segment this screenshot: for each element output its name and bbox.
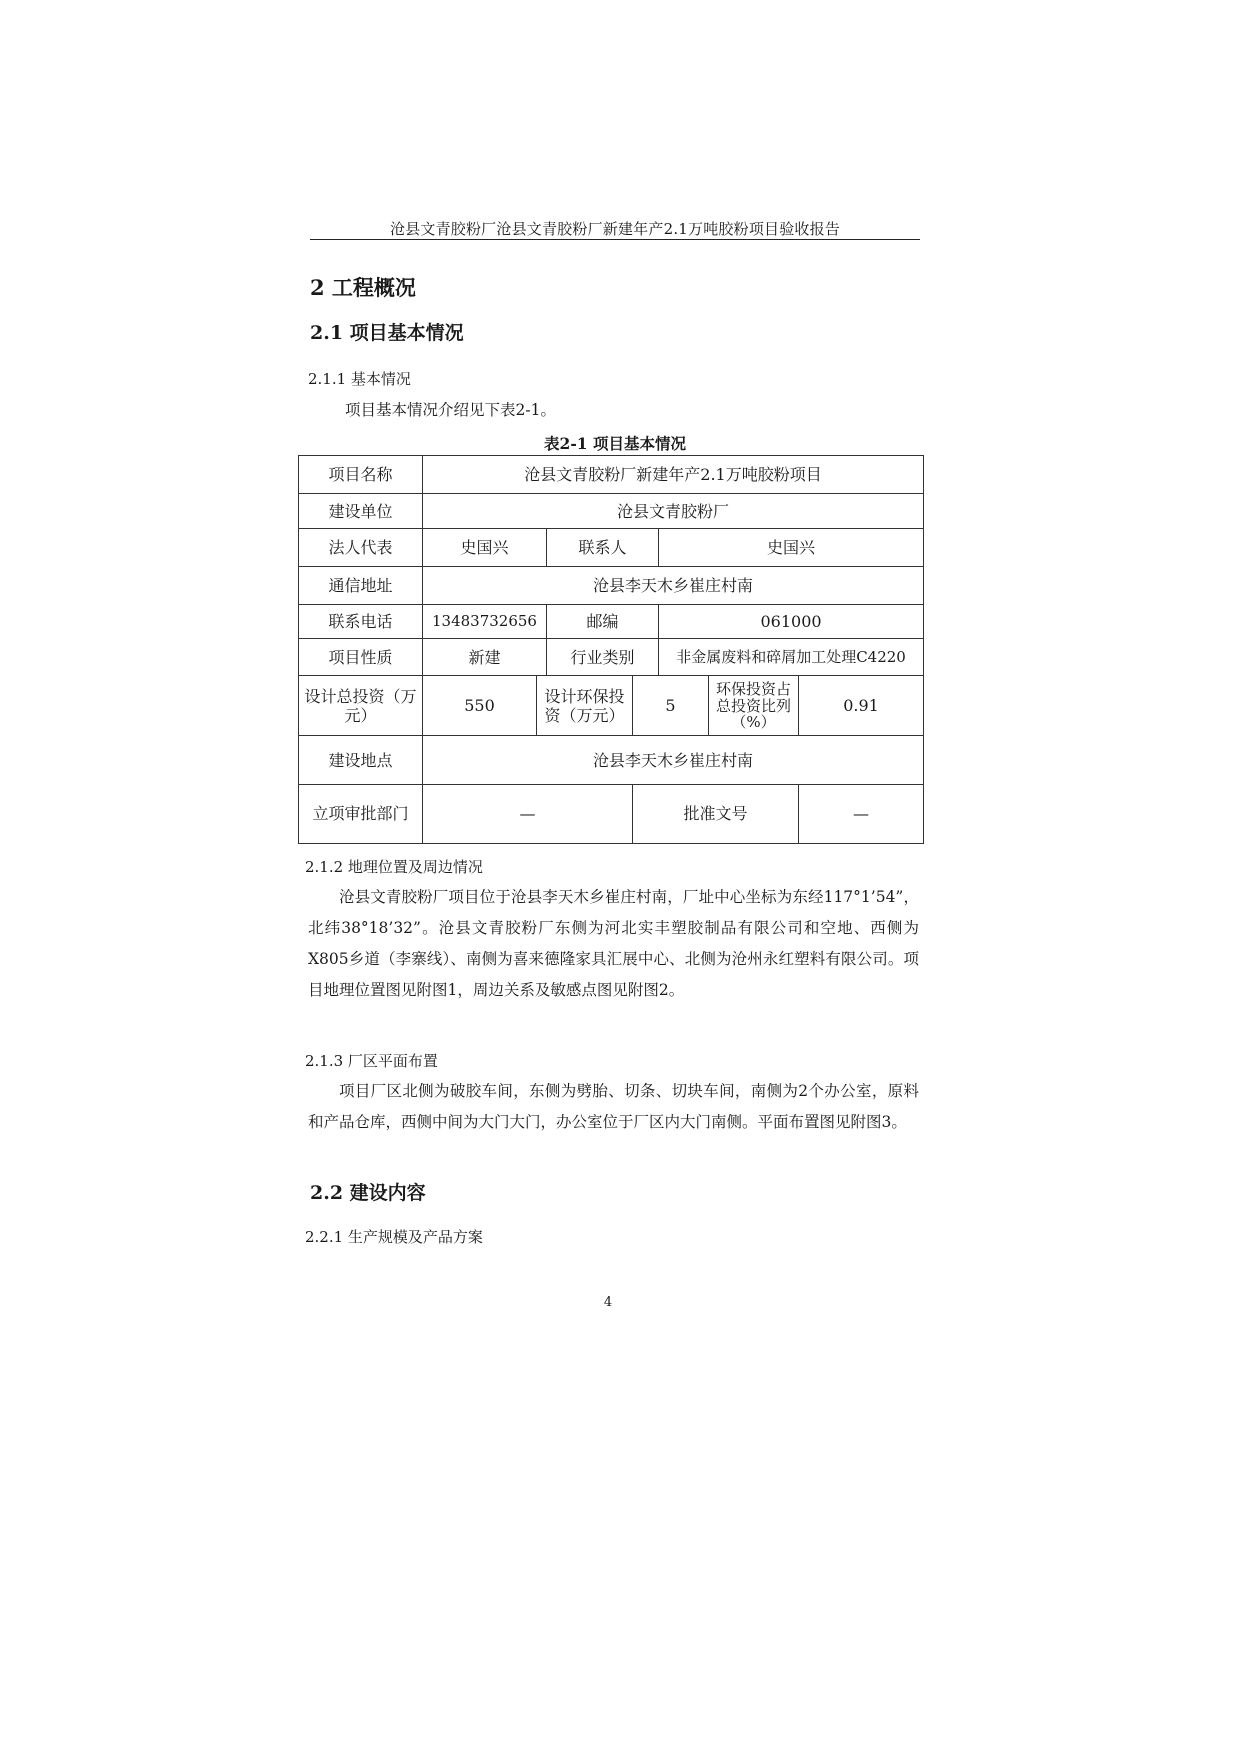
subsection-title-2-1-3: 2.1.3 厂区平面布置 (305, 1052, 438, 1070)
table-row (299, 676, 924, 736)
location-paragraph: 沧县文青胶粉厂项目位于沧县李天木乡崔庄村南，厂址中心坐标为东经117°1’54”，北纬38°18’32”。沧县文青胶粉厂东侧为河北实丰塑胶制品有限公司和空地、西侧为X805乡道（李寨线）、南侧为喜来德隆家具汇展中心、北侧为沧州永红塑料有限公司。项目地理位置图见附图1，周边关系及敏感点图见附图2。 (308, 888, 919, 999)
cell-value: 非金属废料和碎屑加工处理C4220 (659, 639, 924, 676)
chapter-title: 2 工程概况 (310, 275, 416, 300)
cell-label: 联系电话 (299, 604, 423, 638)
table-row (299, 494, 924, 529)
cell-label: 联系人 (547, 529, 659, 566)
table-row (299, 604, 924, 638)
cell-value: 沧县李天木乡崔庄村南 (423, 566, 924, 604)
table-row (299, 566, 924, 604)
subsection-title-2-1-2: 2.1.2 地理位置及周边情况 (305, 858, 483, 876)
cell-value: 5 (633, 676, 709, 736)
running-header: 沧县文青胶粉厂沧县文青胶粉厂新建年产2.1万吨胶粉项目验收报告 (389, 220, 841, 238)
table-row (299, 456, 924, 494)
cell-value: 沧县文青胶粉厂新建年产2.1万吨胶粉项目 (423, 456, 924, 494)
cell-value: 061000 (659, 604, 924, 638)
section-title-2-1: 2.1 项目基本情况 (310, 322, 464, 344)
cell-label: 建设单位 (299, 494, 423, 529)
table-intro-text: 项目基本情况介绍见下表2-1。 (345, 401, 556, 419)
cell-label: 项目名称 (299, 456, 423, 494)
cell-label: 设计环保投资（万元） (537, 676, 633, 736)
section-title-2-2: 2.2 建设内容 (310, 1182, 426, 1204)
cell-label: 立项审批部门 (299, 784, 423, 843)
cell-value: — (423, 784, 633, 843)
header-rule (310, 239, 920, 240)
cell-value: 13483732656 (423, 604, 547, 638)
cell-label: 通信地址 (299, 566, 423, 604)
page-number: 4 (603, 1295, 613, 1310)
table-row (299, 639, 924, 676)
cell-value: 史国兴 (659, 529, 924, 566)
cell-value: 史国兴 (423, 529, 547, 566)
cell-value: 新建 (423, 639, 547, 676)
cell-label: 行业类别 (547, 639, 659, 676)
cell-label: 邮编 (547, 604, 659, 638)
layout-paragraph: 项目厂区北侧为破胶车间，东侧为劈胎、切条、切块车间，南侧为2个办公室，原料和产品仓库，西侧中间为大门大门，办公室位于厂区内大门南侧。平面布置图见附图3。 (308, 1082, 919, 1131)
subsection-title-2-2-1: 2.2.1 生产规模及产品方案 (305, 1228, 483, 1246)
cell-label: 批准文号 (633, 784, 799, 843)
cell-label: 法人代表 (299, 529, 423, 566)
cell-value: 0.91 (799, 676, 924, 736)
cell-label: 建设地点 (299, 736, 423, 785)
cell-value: — (799, 784, 924, 843)
cell-label: 设计总投资（万元） (299, 676, 423, 736)
cell-label: 环保投资占总投资比列（%） (709, 676, 799, 736)
table-row (299, 784, 924, 843)
project-info-table (298, 455, 924, 844)
cell-label: 项目性质 (299, 639, 423, 676)
subsection-title-2-1-1: 2.1.1 基本情况 (308, 370, 411, 388)
cell-value: 沧县文青胶粉厂 (423, 494, 924, 529)
table-caption: 表2-1 项目基本情况 (544, 434, 686, 453)
cell-value: 550 (423, 676, 537, 736)
table-row (299, 736, 924, 785)
table-row (299, 529, 924, 566)
cell-value: 沧县李天木乡崔庄村南 (423, 736, 924, 785)
